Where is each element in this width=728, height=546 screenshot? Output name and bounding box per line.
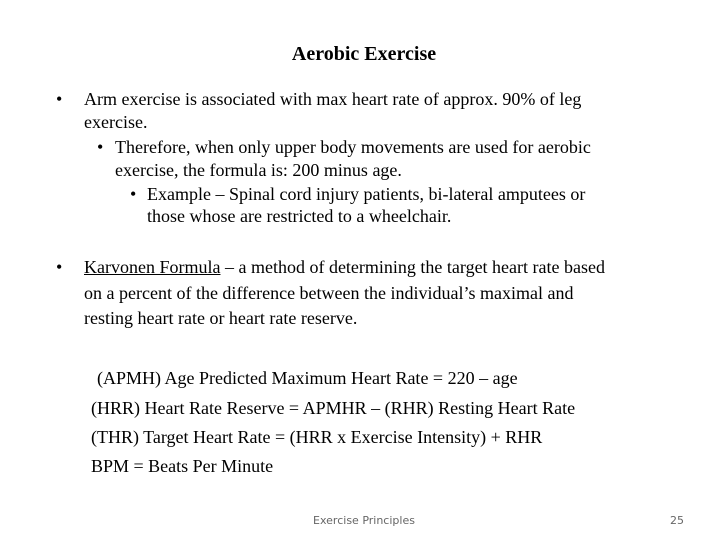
bullet-2-line-3: resting heart rate or heart rate reserve. <box>84 308 358 328</box>
bullet-1-line-1: Arm exercise is associated with max heart rate of approx. 90% of leg <box>84 89 582 109</box>
bullet-marker: • <box>56 257 63 277</box>
page-number: 25 <box>670 514 684 527</box>
bullet-1-1-1-line-2: those whose are restricted to a wheelchair. <box>147 206 452 226</box>
bullet-2-line-1-rest: – a method of determining the target heart rate based <box>220 257 605 277</box>
bullet-1-1-1-line-1: Example – Spinal cord injury patients, bi-lateral amputees or <box>147 184 586 204</box>
formula-thr: (THR) Target Heart Rate = (HRR x Exercise Intensity) + RHR <box>91 427 543 447</box>
formula-hrr: (HRR) Heart Rate Reserve = APMHR – (RHR) Resting Heart Rate <box>91 398 576 418</box>
bullet-marker: • <box>56 89 63 109</box>
bullet-1-1-line-1: Therefore, when only upper body movements are used for aerobic <box>115 137 591 157</box>
formula-apmh: (APMH) Age Predicted Maximum Heart Rate = 220 – age <box>97 368 518 388</box>
bullet-marker: • <box>130 184 137 204</box>
bullet-1-1-line-2: exercise, the formula is: 200 minus age. <box>115 160 402 180</box>
formula-bpm: BPM = Beats Per Minute <box>91 456 274 476</box>
bullet-2-line-1 <box>84 256 605 278</box>
bullet-2-line-2: on a percent of the difference between the individual’s maximal and <box>84 283 574 303</box>
slide-title: Aerobic Exercise <box>291 43 437 65</box>
footer-label: Exercise Principles <box>313 514 415 527</box>
bullet-1-line-2: exercise. <box>84 112 148 132</box>
karvonen-formula-term: Karvonen Formula <box>84 257 221 277</box>
bullet-marker: • <box>97 137 104 157</box>
